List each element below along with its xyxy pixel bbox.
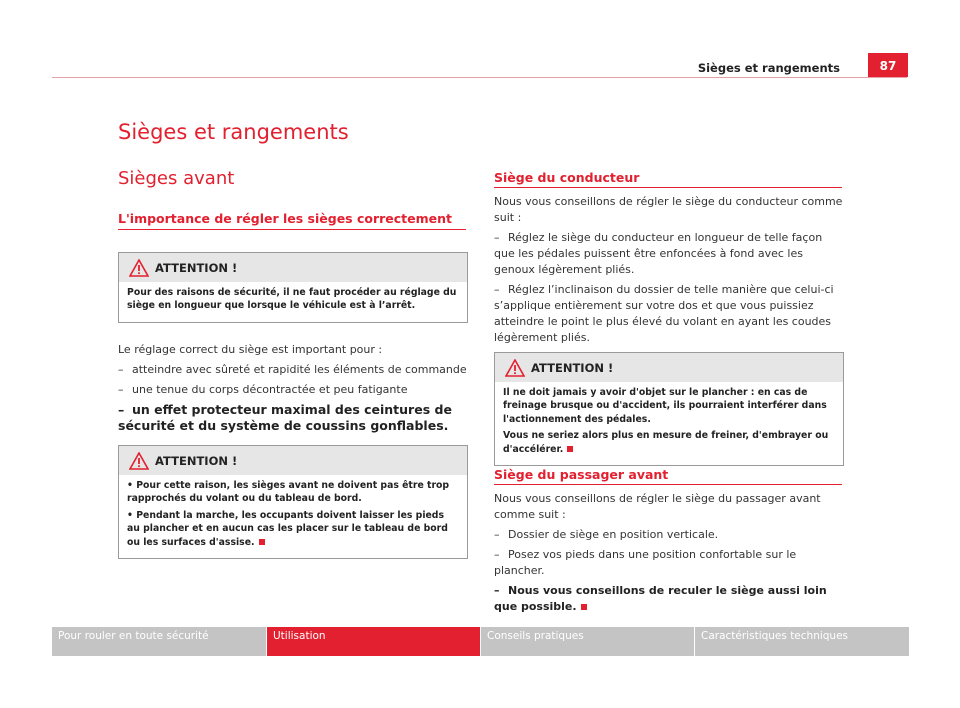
warning-title: ATTENTION ! xyxy=(155,454,238,468)
passenger-intro: Nous vous conseillons de régler le siège du passager avant comme suit : xyxy=(494,492,821,521)
warning-bullet-text: • Pendant la marche, les occupants doivent laisser les pieds au plancher et en aucun cas les placer sur le tableau de bord ou les surfaces d'assise. xyxy=(127,509,448,548)
driver-seat-heading: Siège du conducteur xyxy=(494,170,640,185)
warning-text: Il ne doit jamais y avoir d'objet sur le plancher : en cas de freinage brusque ou d'accident, ils pourraient interférer dans l'actionnement des pédales. xyxy=(503,387,827,425)
subsection-rule xyxy=(118,229,466,230)
footer-tab-utilisation[interactable]: Utilisation xyxy=(267,627,480,656)
warning-header xyxy=(119,446,467,475)
warning-text: Vous ne seriez alors plus en mesure de freiner, d'embrayer ou d'accélérer. xyxy=(503,430,829,455)
chapter-title: Sièges et rangements xyxy=(118,120,349,144)
list-item: – Réglez l’inclinaison du dossier de telle manière que celui-ci s’applique entièrement sur votre dos et que vous puissiez atteindre le point le plus élevé du volant en ayant les coudes légèrement pliés. xyxy=(494,283,834,344)
warning-body xyxy=(119,475,467,558)
list-item: – atteindre avec sûreté et rapidité les éléments de commande xyxy=(118,363,467,376)
warning-triangle-icon xyxy=(129,452,149,470)
list-intro: Le réglage correct du siège est important pour : xyxy=(118,343,383,356)
warning-text: Pour des raisons de sécurité, il ne faut procéder au réglage du siège en longueur que lorsque le véhicule est à l’arrêt. xyxy=(127,287,457,312)
list-item-emphasis: – Nous vous conseillons de reculer le siège aussi loin que possible. xyxy=(494,584,827,613)
warning-header xyxy=(495,353,843,382)
header-rule xyxy=(52,77,907,78)
subsection-heading: L'importance de régler les sièges correctement xyxy=(118,211,453,226)
page-number: 87 xyxy=(868,53,908,77)
driver-intro: Nous vous conseillons de régler le siège du conducteur comme suit : xyxy=(494,195,843,224)
warning-title: ATTENTION ! xyxy=(155,261,238,275)
driver-seat-rule xyxy=(494,187,842,188)
list-item: – une tenue du corps décontractée et peu fatigante xyxy=(118,383,408,396)
end-square-icon xyxy=(259,539,265,545)
driver-seat-text xyxy=(494,194,844,346)
warning-box-2 xyxy=(118,445,468,559)
warning-box-1 xyxy=(118,252,468,323)
warning-title: ATTENTION ! xyxy=(531,361,614,375)
passenger-seat-text xyxy=(494,491,844,615)
warning-body xyxy=(495,382,843,465)
warning-triangle-icon xyxy=(505,359,525,377)
footer-tab-securite[interactable]: Pour rouler en toute sécurité xyxy=(52,627,266,656)
list-item: – Réglez le siège du conducteur en longueur de telle façon que les pédales puissent être enfoncées à fond avec les genoux légèrement pliés. xyxy=(494,231,823,276)
end-square-icon xyxy=(567,446,573,452)
list-item-emphasis: – un effet protecteur maximal des ceintures de sécurité et du système de coussins gonflables. xyxy=(118,402,452,433)
passenger-seat-heading: Siège du passager avant xyxy=(494,467,669,482)
list-item: – Posez vos pieds dans une position confortable sur le plancher. xyxy=(494,548,797,577)
end-square-icon xyxy=(581,604,587,610)
running-head: Sièges et rangements xyxy=(697,61,840,75)
list-item: – Dossier de siège en position verticale. xyxy=(494,528,719,541)
warning-body xyxy=(119,282,467,322)
footer-tab-caracteristiques[interactable]: Caractéristiques techniques xyxy=(695,627,909,656)
warning-header xyxy=(119,253,467,282)
warning-box-3 xyxy=(494,352,844,466)
passenger-seat-rule xyxy=(494,484,842,485)
warning-bullet-text: • Pour cette raison, les sièges avant ne doivent pas être trop rapprochés du volant ou du tableau de bord. xyxy=(127,480,450,505)
section-title: Sièges avant xyxy=(118,168,235,189)
footer-tab-conseils[interactable]: Conseils pratiques xyxy=(481,627,694,656)
footer-nav xyxy=(52,627,909,656)
importance-list xyxy=(118,342,468,447)
warning-triangle-icon xyxy=(129,259,149,277)
